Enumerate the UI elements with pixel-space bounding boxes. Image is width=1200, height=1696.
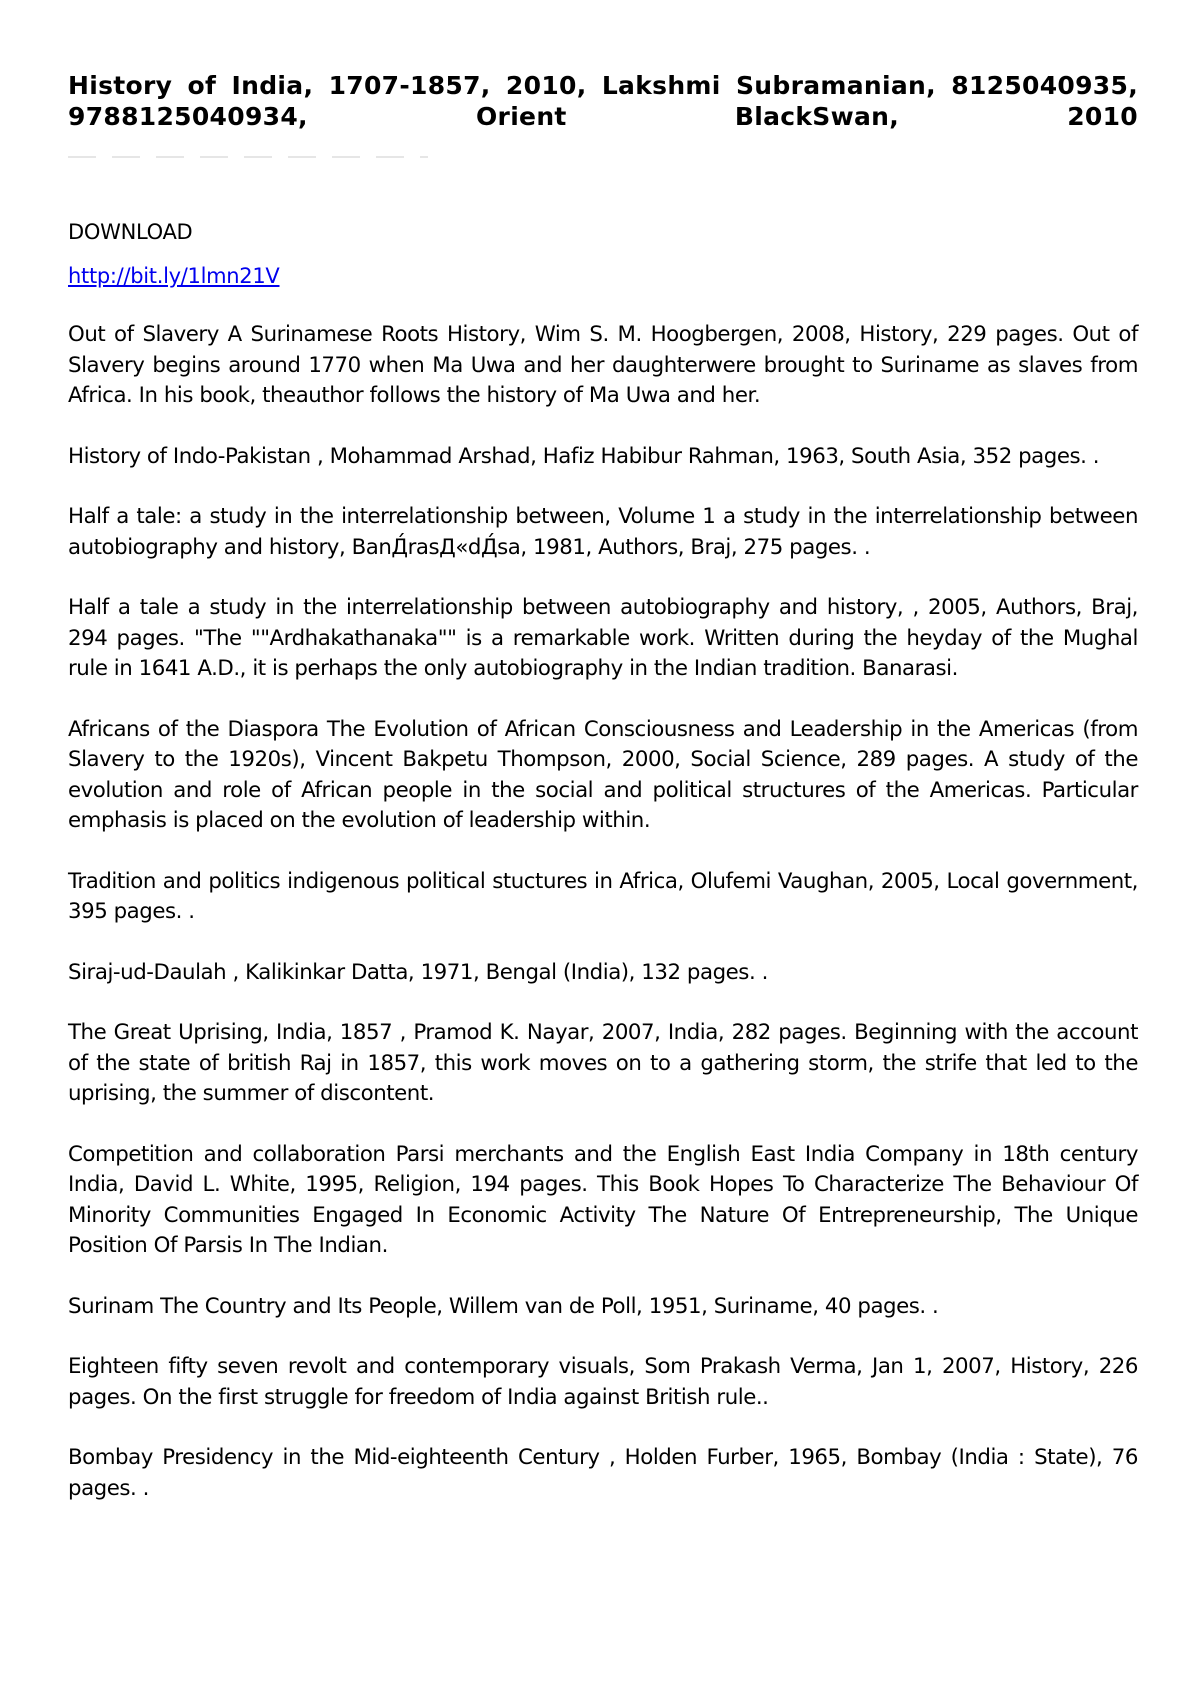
document-page [68, 70, 1138, 1504]
list-item: The Great Uprising, India, 1857 , Pramod K. Nayar, 2007, India, 282 pages. Beginning with the account of the state of british Raj in 1857, this work moves on to a gathering storm, the strife that led to the uprising, the summer of discontent. [68, 1020, 1138, 1106]
list-item: Siraj-ud-Daulah , Kalikinkar Datta, 1971, Bengal (India), 132 pages. . [68, 959, 768, 985]
list-item: Tradition and politics indigenous political stuctures in Africa, Olufemi Vaughan, 2005, Local government, 395 pages. . [68, 868, 1138, 924]
list-item: Half a tale: a study in the interrelationship between, Volume 1 a study in the interrelationship between autobiography and history, BanД́rasД«dД́sa, 1981, Authors, Braj, 275 pages. . [68, 504, 1138, 560]
list-item: History of Indo-Pakistan , Mohammad Arshad, Hafiz Habibur Rahman, 1963, South Asia, 352 pages. . [68, 443, 1100, 469]
download-label: DOWNLOAD [68, 220, 193, 244]
entry-list [68, 320, 1138, 1504]
list-item: Out of Slavery A Surinamese Roots History, Wim S. M. Hoogbergen, 2008, History, 229 pages. Out of Slavery begins around 1770 when Ma Uwa and her daughterwere brought to Suriname as slaves from Africa. In his book, theauthor follows the history of Ma Uwa and her. [68, 322, 1138, 408]
list-item: Africans of the Diaspora The Evolution of African Consciousness and Leadership in the Americas (from Slavery to the 1920s), Vincent Bakpetu Thompson, 2000, Social Science, 289 pages. A study of the evolution and role of African people in the social and political structures of the Americas. Particular emphasis is placed on the evolution of leadership within. [68, 716, 1138, 833]
title-line-1: History of India, 1707-1857, 2010, Lakshmi Subramanian, 8125040935, [68, 71, 1138, 100]
list-item: Bombay Presidency in the Mid-eighteenth Century , Holden Furber, 1965, Bombay (India : State), 76 pages. . [68, 1445, 1138, 1501]
list-item: Half a tale a study in the interrelationship between autobiography and history, , 2005, Authors, Braj, 294 pages. "The ""Ardhakathanaka"" is a remarkable work. Written during the heyday of the Mughal rule in 1641 A.D., it is perhaps the only autobiography in the Indian tradition. Banarasi. [68, 595, 1138, 681]
list-item: Eighteen fifty seven revolt and contemporary visuals, Som Prakash Verma, Jan 1, 2007, History, 226 pages. On the first struggle for freedom of India against British rule.. [68, 1354, 1138, 1410]
list-item: Surinam The Country and Its People, Willem van de Poll, 1951, Suriname, 40 pages. . [68, 1293, 939, 1319]
download-link[interactable]: http://bit.ly/1lmn21V [68, 264, 280, 288]
list-item: Competition and collaboration Parsi merchants and the English East India Company in 18th century India, David L. White, 1995, Religion, 194 pages. This Book Hopes To Characterize The Behaviour Of Minority Communities Engaged In Economic Activity The Nature Of Entrepreneurship, The Unique Position Of Parsis In The Indian. [68, 1141, 1138, 1258]
faint-divider [68, 156, 428, 158]
document-title [68, 70, 1138, 132]
title-line-2: 9788125040934, Orient BlackSwan, 2010 [68, 102, 1138, 131]
